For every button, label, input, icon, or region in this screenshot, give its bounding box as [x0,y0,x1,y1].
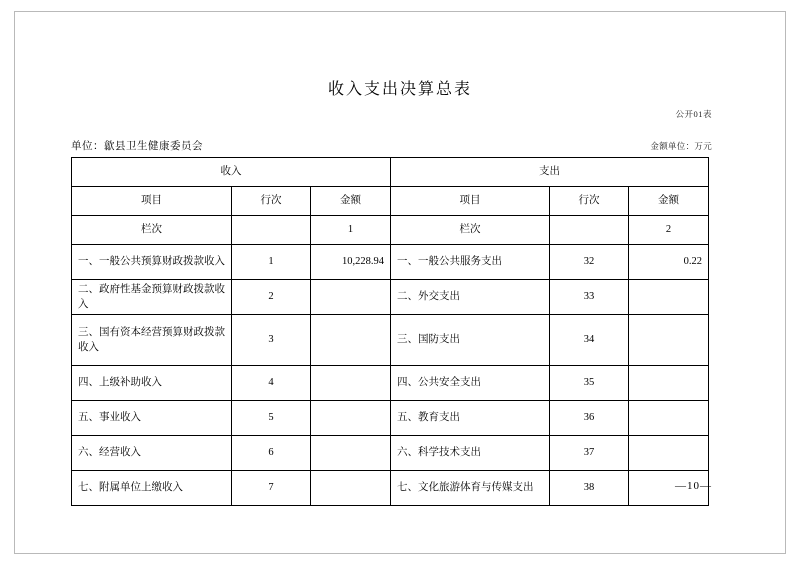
cell-exp-amount [629,401,709,436]
cell-income-line: 6 [232,436,311,471]
cell-income-item: 四、上级补助收入 [72,366,232,401]
cell-income-line: 4 [232,366,311,401]
cell-exp-amount: 0.22 [629,245,709,280]
amount-unit-label: 金额单位：万元 [650,141,712,151]
cell-exp-item: 六、科学技术支出 [391,436,550,471]
table-row [72,401,709,436]
table-row [72,245,709,280]
cell-exp-item: 五、教育支出 [391,401,550,436]
lan-exp-amount: 2 [629,216,709,245]
cell-income-line: 1 [232,245,311,280]
cell-exp-item: 一、一般公共服务支出 [391,245,550,280]
cell-exp-line: 36 [550,401,629,436]
cell-income-amount [311,436,391,471]
cell-income-line: 2 [232,280,311,315]
cell-exp-line: 35 [550,366,629,401]
cell-income-amount: 10,228.94 [311,245,391,280]
column-header-income-amount: 金额 [311,187,391,216]
column-header-exp-amount: 金额 [629,187,709,216]
cell-exp-item: 七、文化旅游体育与传媒支出 [391,471,550,506]
table-group-header-row [72,158,709,187]
lan-exp-line [550,216,629,245]
cell-income-item: 三、国有资本经营预算财政拨款收入 [72,315,232,366]
cell-income-line: 7 [232,471,311,506]
unit-name-label: 单位：歙县卫生健康委员会 [71,141,203,152]
cell-income-item: 五、事业收入 [72,401,232,436]
column-header-exp-line: 行次 [550,187,629,216]
cell-exp-amount [629,366,709,401]
cell-income-amount [311,401,391,436]
cell-exp-line: 34 [550,315,629,366]
cell-income-amount [311,280,391,315]
table-row [72,315,709,366]
table-lan-row [72,216,709,245]
cell-income-item: 七、附属单位上缴收入 [72,471,232,506]
group-header-expenditure: 支出 [391,158,709,187]
cell-income-amount [311,315,391,366]
lan-income-line [232,216,311,245]
cell-exp-line: 38 [550,471,629,506]
cell-income-item: 六、经营收入 [72,436,232,471]
table-column-header-row [72,187,709,216]
cell-exp-amount [629,315,709,366]
cell-exp-item: 二、外交支出 [391,280,550,315]
lan-label-income: 栏次 [72,216,232,245]
budget-summary-table [71,157,709,506]
cell-income-item: 一、一般公共预算财政拨款收入 [72,245,232,280]
cell-income-item: 二、政府性基金预算财政拨款收入 [72,280,232,315]
table-row [72,471,709,506]
cell-income-amount [311,366,391,401]
cell-income-line: 3 [232,315,311,366]
cell-exp-line: 37 [550,436,629,471]
cell-exp-item: 四、公共安全支出 [391,366,550,401]
lan-income-amount: 1 [311,216,391,245]
column-header-income-item: 项目 [72,187,232,216]
cell-exp-item: 三、国防支出 [391,315,550,366]
cell-exp-line: 32 [550,245,629,280]
column-header-exp-item: 项目 [391,187,550,216]
cell-income-line: 5 [232,401,311,436]
page-number: —10— [675,480,712,492]
group-header-income: 收入 [72,158,391,187]
cell-exp-amount [629,280,709,315]
form-code-label: 公开01表 [675,109,712,119]
column-header-income-line: 行次 [232,187,311,216]
cell-exp-line: 33 [550,280,629,315]
table-row [72,436,709,471]
table-row [72,280,709,315]
page-title: 收入支出决算总表 [327,81,472,98]
table-row [72,366,709,401]
cell-income-amount [311,471,391,506]
lan-label-exp: 栏次 [391,216,550,245]
cell-exp-amount [629,436,709,471]
